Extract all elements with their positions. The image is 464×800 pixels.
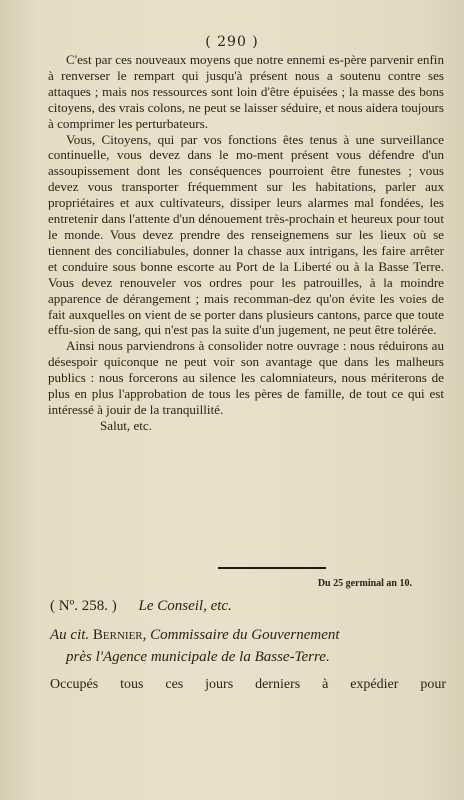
- page-number: ( 290 ): [205, 34, 259, 50]
- order-number: ( Nº. 258. ): [50, 598, 117, 614]
- address-prefix: Au cit.: [50, 627, 90, 643]
- paragraph-1: C'est par ces nouveaux moyens que notre ennemi es-père parvenir enfin à renverser le rempart qui jusqu'à présent nous a soutenu contre ses attaques ; mais nos ressources sont loin d'être épuisées ; la masse des bons citoyens, des vrais colons, ne peut se laisser séduire, et nous aidera toujours à comprimer les perturbateurs.: [48, 52, 444, 131]
- order-heading: [50, 598, 446, 615]
- address-name: Bernier: [92, 627, 143, 643]
- address-line-2: près l'Agence municipale de la Basse-Terre.: [66, 649, 330, 665]
- address-line-1: [50, 624, 446, 646]
- paragraph-2: Vous, Citoyens, qui par vos fonctions êtes tenus à une surveillance continuelle, vous devez dans le mo-ment présent vous défendre d'un assoupissement dont les conséquences pourroient être funestes ; vous devez vous transporter fréquemment sur les habitations, parler aux propriétaires et aux cultivateurs, dissiper leurs alarmes mal fondées, les entretenir dans l'attente d'un dénouement très-prochain et heureux pour tout le monde. Vous devez prendre des renseignemens sur les lieux où se tiennent des conciliabules, donner la chasse aux intrigans, les faire arrêter et conduire sous bonne escorte au Port de la Liberté ou à la Basse Terre. Vous devez renouveler vos ordres pour les patrouilles, à la moindre apparence de dérangement ; mais recomman-dez qu'on évite les voies de fait auxquelles on vient de se porter dans plusieurs cantons, parce que toute effu-sion de sang, qui n'est pas la suite d'un jugement, ne peut être tolérée.: [48, 131, 444, 338]
- show-through-texture: [260, 540, 430, 600]
- section-divider: [218, 567, 326, 569]
- address-block: [50, 624, 446, 668]
- address-title: , Commissaire du Gouvernement: [142, 627, 340, 643]
- paragraph-3: Ainsi nous parviendrons à consolider notre ouvrage : nous réduirons au désespoir quiconque ne peut voir son avantage que dans les malheurs publics : nous forcerons au silence les calomniateurs, nous mériterons de plus en plus l'approbation de tous les pères de famille, de tout ce qui est intéressé à jouir de la tranquillité.: [48, 338, 444, 417]
- order-subject: Le Conseil, etc.: [138, 598, 232, 614]
- body-text: [48, 52, 444, 434]
- salutation: Salut, etc.: [100, 417, 152, 433]
- date-line: Du 25 germinal an 10.: [317, 578, 412, 589]
- continuation-line: Occupés tous ces jours derniers à expédier pour: [50, 677, 446, 692]
